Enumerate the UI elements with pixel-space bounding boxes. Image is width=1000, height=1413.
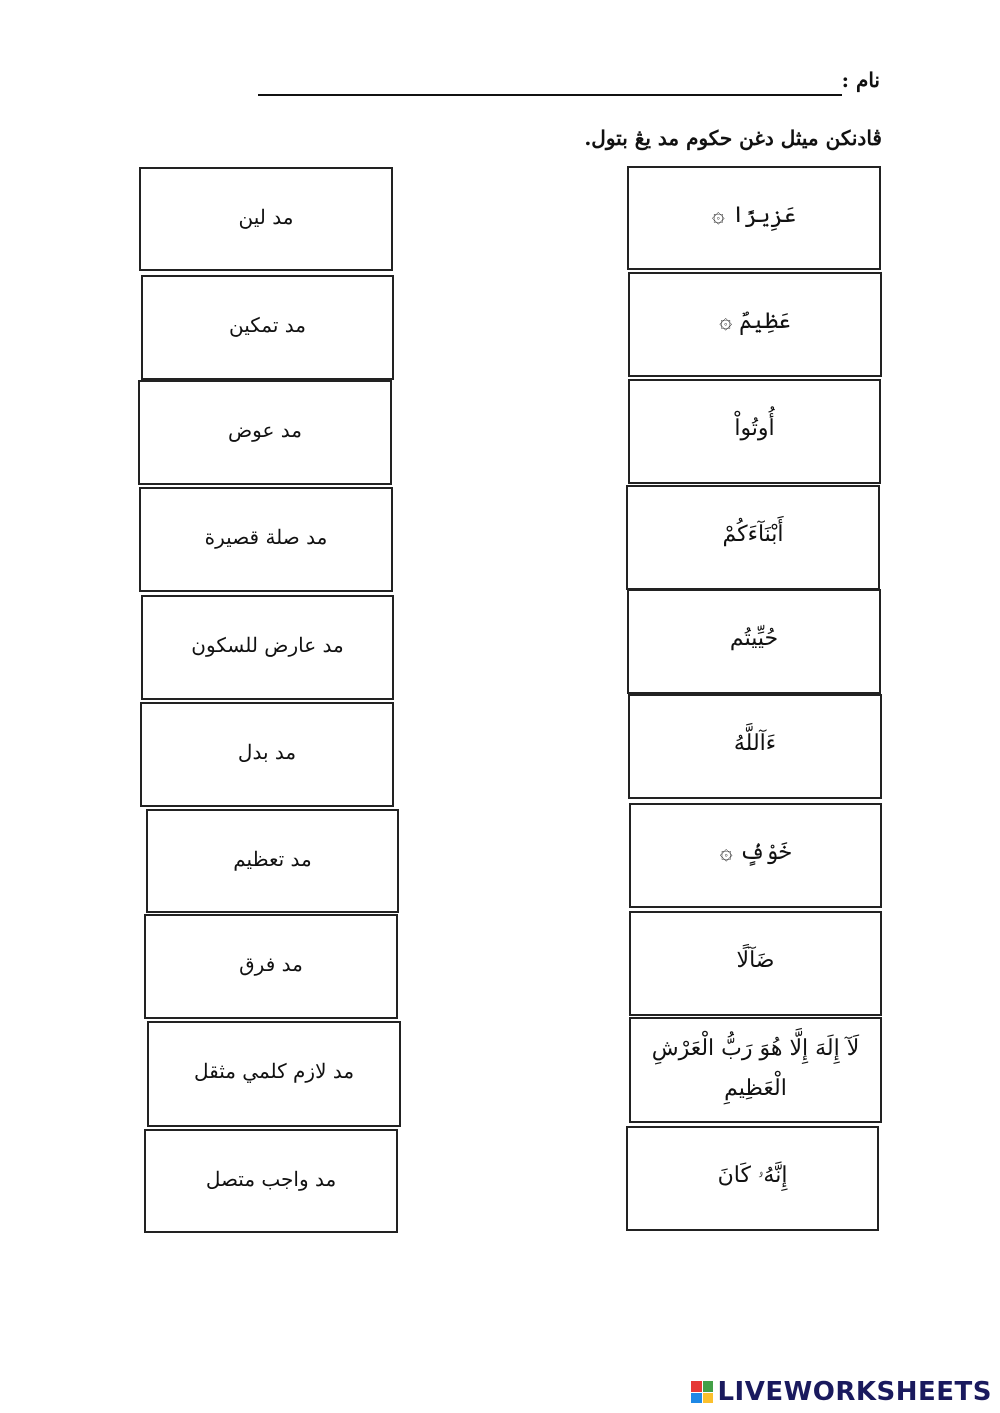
name-row [258,68,880,102]
right-box-9[interactable] [629,1017,882,1123]
left-box-label: مد عارض للسكون [191,633,344,657]
right-box-label: عَظِيمٌ ۞ [719,309,791,334]
left-box-label: مد فرق [239,952,303,976]
left-box-label: مد عوض [228,418,303,442]
right-box-2[interactable] [628,272,882,377]
liveworksheets-logo-icon [691,1381,713,1403]
right-box-label: أَبْنَآءَكُمْ [722,522,784,547]
left-box-9[interactable] [147,1021,401,1127]
right-box-8[interactable] [629,911,882,1016]
name-label: نام : [841,68,880,92]
left-box-4[interactable] [139,487,393,592]
right-box-10[interactable] [626,1126,879,1231]
right-box-label: ءَآللَّهُ [733,731,777,756]
right-box-3[interactable] [628,379,881,484]
right-box-label: إِنَّهُۥ كَانَ [717,1163,788,1188]
left-box-3[interactable] [138,380,392,485]
right-box-label: ضَآلًا [736,948,775,973]
left-box-label: مد لازم كلمي مثقل [193,1059,355,1083]
name-input-line[interactable] [258,94,842,96]
right-box-label: حُيِّيتُم [729,626,779,651]
logo-text: LIVEWORKSHEETS [717,1377,992,1407]
right-box-7[interactable] [629,803,882,908]
right-box-label: عَزِيزًا ۞ [711,203,797,228]
liveworksheets-logo [691,1377,992,1407]
left-box-5[interactable] [141,595,394,700]
left-box-label: مد تعظيم [233,847,312,871]
left-box-1[interactable] [139,167,393,271]
right-box-6[interactable] [628,694,882,799]
left-box-label: مد لين [238,205,294,229]
left-box-label: مد تمكين [229,313,307,337]
left-box-label: مد صلة قصيرة [204,525,328,549]
left-box-label: مد بدل [237,740,297,764]
right-box-label: أُوتُواْ [734,416,775,441]
left-box-7[interactable] [146,809,399,913]
right-box-label: لَآ إِلَهَ إِلَّا هُوَ رَبُّ الْعَرْشِ الْعَظِيمِ [651,1036,860,1101]
right-box-5[interactable] [627,589,881,694]
right-box-1[interactable] [627,166,881,270]
instruction-text: ڤادنكن ميثل دغن حکوم مد يڠ بتول. [584,126,882,150]
left-box-10[interactable] [144,1129,398,1233]
left-box-6[interactable] [140,702,394,807]
right-box-label: خَوْفٍۢ ۞ [719,840,792,865]
left-box-label: مد واجب متصل [205,1167,337,1191]
left-box-2[interactable] [141,275,394,380]
right-box-4[interactable] [626,485,880,590]
left-box-8[interactable] [144,914,398,1019]
